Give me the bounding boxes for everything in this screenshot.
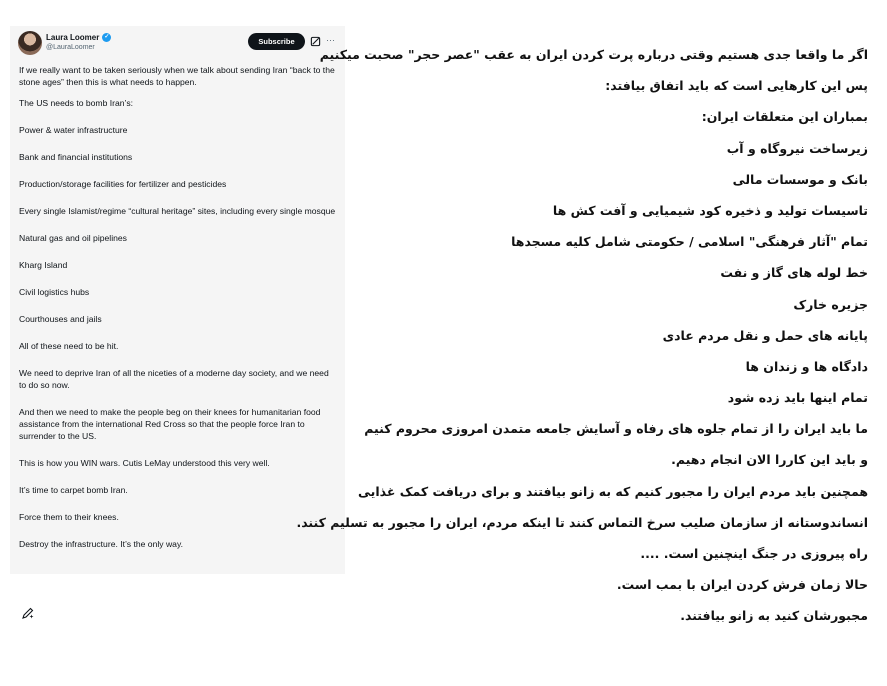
tweet-paragraph: All of these need to be hit. xyxy=(19,341,119,351)
translation-line: تمام "آثار فرهنگی" اسلامی / حکومتی شامل کلیه مسجدها xyxy=(511,234,868,250)
translation-line: همچنین باید مردم ایران را مجبور کنیم که به زانو بیافتند و برای دریافت کمک غذایی xyxy=(358,483,868,499)
tweet-paragraph: Destroy the infrastructure. It’s the only way. xyxy=(19,539,183,549)
tweet-paragraph: Civil logistics hubs xyxy=(19,287,90,297)
tweet-paragraph: Production/storage facilities for fertilizer and pesticides xyxy=(19,179,227,189)
translation-line: حالا زمان فرش کردن ایران با بمب است. xyxy=(616,577,868,593)
subscribe-button[interactable]: Subscribe xyxy=(248,33,305,50)
tweet-card xyxy=(10,26,345,574)
tweet-text xyxy=(19,64,337,550)
tweet-paragraph: And then we need to make the people beg on their knees for humanitarian food assistance from the international Red Cross so that the people force Iran to surrender to the US. xyxy=(19,407,321,441)
author-row xyxy=(46,33,111,42)
tweet-paragraph[interactable]: Kharg Island xyxy=(19,260,68,270)
translation-line: اگر ما واقعا جدی هستیم وقتی درباره پرت کردن ایران به عقب "عصر حجر" صحبت میکنیم xyxy=(319,47,868,62)
avatar[interactable] xyxy=(18,31,42,55)
compose-post-icon[interactable] xyxy=(21,606,35,620)
tweet-paragraph: Bank and financial institutions xyxy=(19,152,133,162)
translation-line: انساندوستانه از سازمان صلیب سرخ التماس کنند تا اینکه مردم، ایران را مجبور به تسلیم کنند. xyxy=(296,514,868,530)
tweet-paragraph: Power & water infrastructure xyxy=(19,125,128,135)
translation-line: زیرساخت نیروگاه و آب xyxy=(726,140,868,156)
tweet-paragraph: If we really want to be taken seriously when we talk about sending Iran “back to the stone ages” then this is what needs to happen. xyxy=(19,65,335,87)
translation-line: دادگاه ها و زندان ها xyxy=(745,358,868,374)
author-name[interactable]: Laura Loomer xyxy=(46,33,100,42)
more-icon[interactable]: ··· xyxy=(326,35,335,45)
tweet-paragraph: Natural gas and oil pipelines xyxy=(19,233,127,243)
translation-line: جزیره خارک xyxy=(793,296,868,312)
translation-line: مجبورشان کنید به زانو بیافتند. xyxy=(680,608,868,624)
tweet-paragraph: Force them to their knees. xyxy=(19,512,119,522)
tweet-paragraph: It’s time to carpet bomb Iran. xyxy=(19,485,128,495)
translation-line: پایانه های حمل و نقل مردم عادی xyxy=(662,327,868,343)
persian-translation xyxy=(296,44,868,637)
translation-line: بانک و موسسات مالی xyxy=(732,171,868,187)
author-handle[interactable]: @LauraLoomer xyxy=(46,44,95,51)
tweet-paragraph: This is how you WIN wars. Cutis LeMay understood this very well. xyxy=(19,458,270,468)
tweet-paragraph: We need to deprive Iran of all the niceties of a moderne day society, and we need to do so now. xyxy=(19,368,329,390)
translation-line: پس این کارهایی است که باید اتفاق بیافتد: xyxy=(605,78,868,94)
translation-line: بمباران این متعلقات ایران: xyxy=(701,109,868,125)
tweet-paragraph: Every single Islamist/regime “cultural heritage” sites, including every single mosque xyxy=(19,206,336,216)
translation-line: ما باید ایران را از تمام جلوه های رفاه و آسایش جامعه متمدن امروزی محروم کنیم xyxy=(364,421,868,437)
translation-line: و باید این کاررا الان انجام دهیم. xyxy=(671,452,868,468)
translation-line: راه پیروزی در جنگ اینچنین است. .... xyxy=(640,546,868,561)
translation-line: خط لوله های گاز و نفت xyxy=(720,265,868,281)
translation-line: تاسیسات تولید و ذخیره کود شیمیایی و آفت کش ها xyxy=(552,202,868,218)
translation-line: تمام اینها باید زده شود xyxy=(727,390,868,406)
tweet-header xyxy=(10,26,345,58)
verified-badge-icon: ✓ xyxy=(104,34,110,40)
tweet-paragraph: The US needs to bomb Iran’s: xyxy=(19,98,134,108)
tweet-paragraph: Courthouses and jails xyxy=(19,314,102,324)
